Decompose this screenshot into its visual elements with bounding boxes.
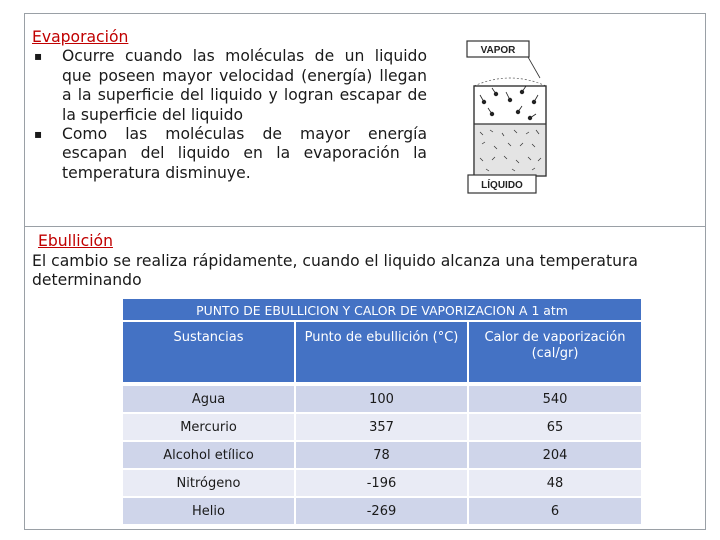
table-cell: 540 — [468, 384, 641, 413]
table-cell: 357 — [295, 413, 468, 441]
column-header: Sustancias — [123, 322, 295, 384]
table-cell: 204 — [468, 441, 641, 469]
table-cell: 78 — [295, 441, 468, 469]
square-bullet-icon: ▪ — [34, 127, 43, 142]
bullet-item — [32, 125, 427, 183]
liquid-label: LÍQUIDO — [481, 180, 523, 191]
table-cell: -269 — [295, 497, 468, 524]
evaporation-section — [32, 28, 427, 183]
boiling-section — [32, 232, 672, 291]
table-cell: Nitrógeno — [123, 469, 295, 497]
table-header-row — [123, 322, 641, 384]
table-cell: 6 — [468, 497, 641, 524]
table-row — [123, 497, 641, 524]
boiling-point-table — [123, 299, 641, 524]
table-cell: Mercurio — [123, 413, 295, 441]
table-cell: Agua — [123, 384, 295, 413]
table-cell: Alcohol etílico — [123, 441, 295, 469]
vapor-label: VAPOR — [480, 45, 516, 56]
liquid-fill — [475, 124, 545, 175]
table-cell: 100 — [295, 384, 468, 413]
bullet-text: Como las moléculas de mayor energía escapan del liquido en la evaporación la temperatura disminuye. — [62, 125, 427, 182]
column-header: Punto de ebullición (°C) — [295, 322, 468, 384]
data-table — [123, 322, 641, 524]
table-cell: 48 — [468, 469, 641, 497]
evaporation-title: Evaporación — [32, 28, 129, 46]
bullet-text: Ocurre cuando las moléculas de un liquido que poseen mayor velocidad (energía) llegan a la superficie del liquido y logran escapar de la superficie del liquido — [62, 47, 427, 124]
table-row — [123, 441, 641, 469]
column-header: Calor de vaporización (cal/gr) — [468, 322, 641, 384]
table-cell: 65 — [468, 413, 641, 441]
table-cell: -196 — [295, 469, 468, 497]
boiling-title: Ebullición — [38, 232, 113, 250]
table-caption: PUNTO DE EBULLICION Y CALOR DE VAPORIZACION A 1 atm — [123, 299, 641, 322]
boiling-text: El cambio se realiza rápidamente, cuando el liquido alcanza una temperatura determinando — [32, 251, 638, 289]
square-bullet-icon: ▪ — [34, 49, 43, 64]
table-row — [123, 384, 641, 413]
section-divider — [24, 226, 706, 227]
table-row — [123, 413, 641, 441]
evaporation-diagram — [466, 40, 548, 196]
table-cell: Helio — [123, 497, 295, 524]
table-row — [123, 469, 641, 497]
bullet-item — [32, 47, 427, 125]
